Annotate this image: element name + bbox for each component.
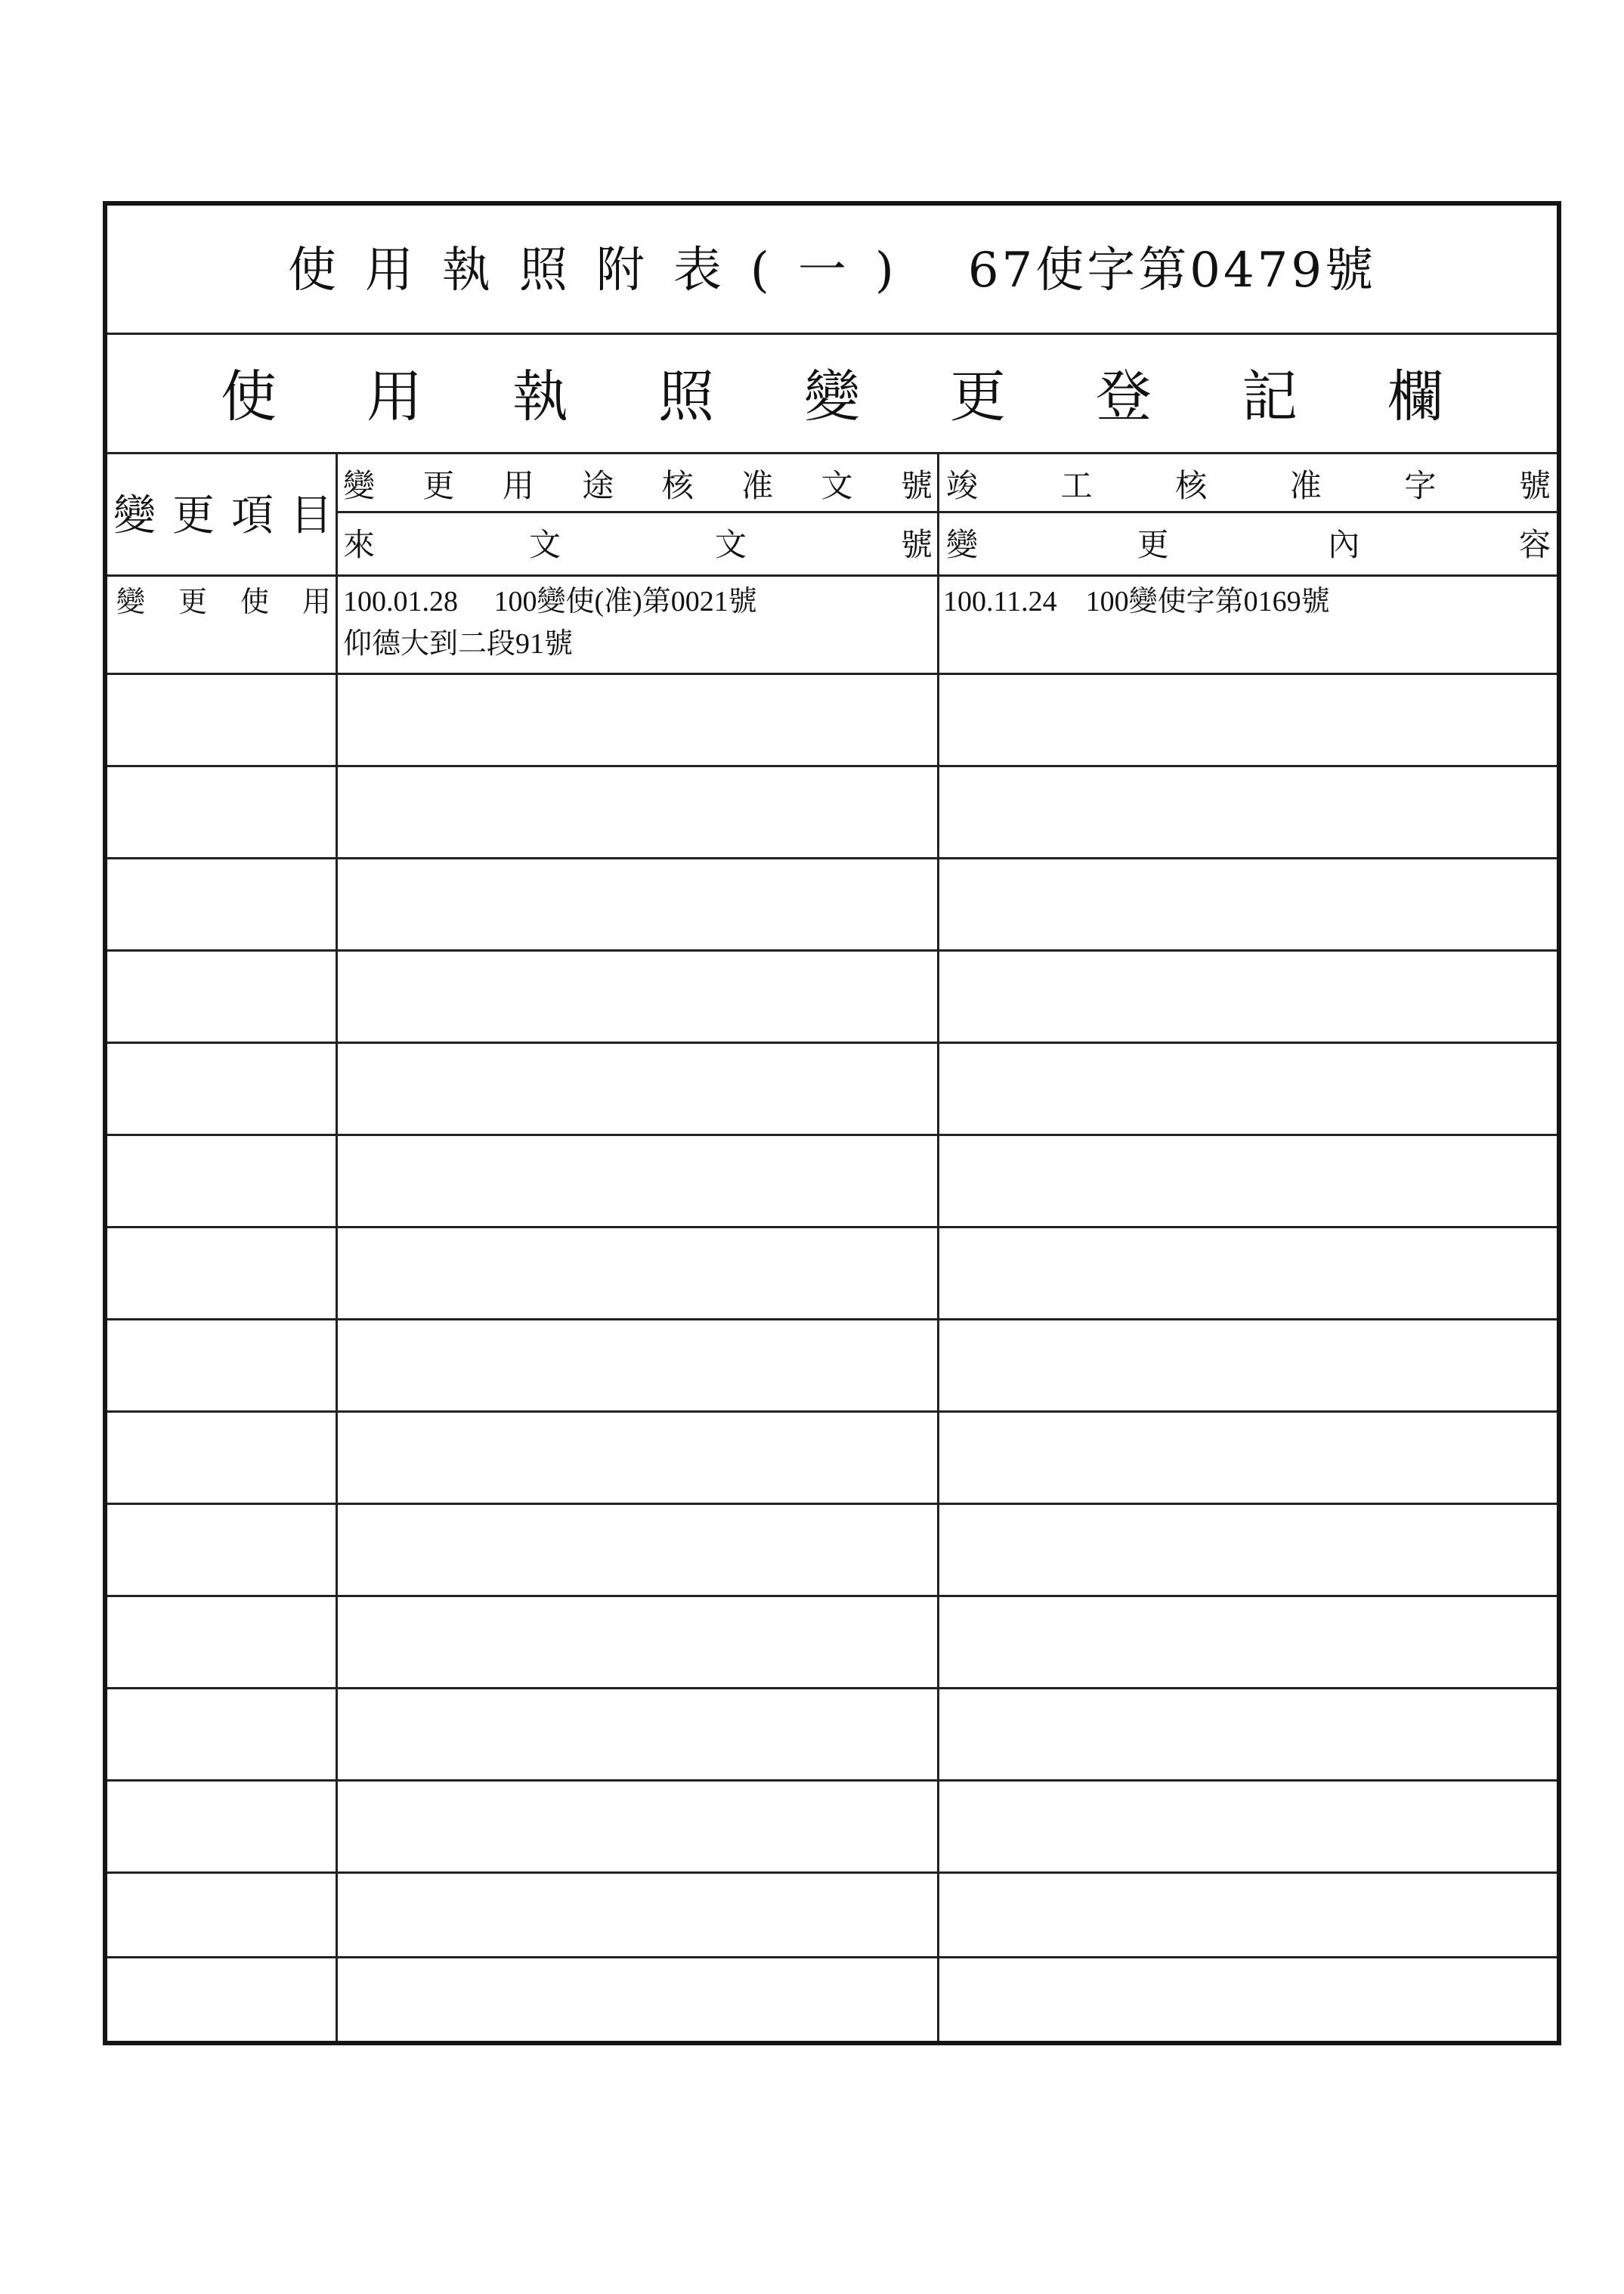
entry-completion: 100.11.24 100變使字第0169號 bbox=[943, 586, 1330, 618]
entry-char: 變 bbox=[116, 585, 146, 618]
header-change-item bbox=[113, 452, 333, 573]
header-char: 號 bbox=[900, 526, 933, 563]
entry-change-item bbox=[116, 580, 331, 623]
section-title-char: 使 bbox=[221, 364, 277, 429]
change-registration-form bbox=[103, 201, 1561, 2045]
entry-approval-line-2: 仰德大到二段91號 bbox=[343, 628, 574, 660]
form-title bbox=[107, 228, 1557, 304]
header-char: 核 bbox=[1175, 467, 1208, 504]
entry-char: 用 bbox=[302, 585, 331, 618]
section-title-char: 用 bbox=[367, 364, 422, 429]
row-line bbox=[107, 1410, 1557, 1413]
header-char: 核 bbox=[661, 467, 694, 504]
header-char: 目 bbox=[290, 491, 333, 540]
header-completion-number bbox=[946, 457, 1551, 511]
header-char: 更 bbox=[422, 467, 455, 504]
divider bbox=[107, 574, 1557, 577]
title-char: 用 bbox=[364, 243, 442, 299]
row-line bbox=[107, 1956, 1557, 1958]
row-line bbox=[107, 1687, 1557, 1689]
row-line bbox=[107, 765, 1557, 767]
title-char: 執 bbox=[441, 243, 519, 299]
row-line bbox=[107, 1871, 1557, 1874]
header-char: 途 bbox=[582, 467, 614, 504]
header-char: 更 bbox=[172, 491, 215, 540]
header-char: 准 bbox=[1289, 467, 1322, 504]
header-incoming-number bbox=[343, 515, 933, 570]
header-char: 變 bbox=[113, 491, 156, 540]
section-title-char: 欄 bbox=[1387, 364, 1443, 429]
header-char: 容 bbox=[1518, 526, 1551, 563]
entry-char: 使 bbox=[240, 585, 269, 618]
header-char: 工 bbox=[1060, 467, 1093, 504]
title-char: 使 bbox=[287, 243, 365, 299]
header-char: 內 bbox=[1328, 526, 1360, 563]
entry-approval-line-1: 100.01.28 100變使(准)第0021號 bbox=[343, 586, 757, 618]
row-line bbox=[107, 1779, 1557, 1782]
row-line bbox=[107, 1595, 1557, 1597]
header-char: 來 bbox=[343, 526, 376, 563]
title-char: 表 bbox=[673, 243, 750, 299]
row-line bbox=[107, 1503, 1557, 1505]
row-line bbox=[107, 1226, 1557, 1228]
row-line bbox=[107, 1134, 1557, 1136]
section-title-char: 更 bbox=[950, 364, 1006, 429]
row-line bbox=[107, 857, 1557, 859]
title-name bbox=[288, 231, 923, 301]
section-title-char: 登 bbox=[1096, 364, 1152, 429]
header-char: 號 bbox=[900, 467, 933, 504]
section-title bbox=[221, 343, 1443, 441]
column-line bbox=[937, 452, 939, 2041]
row-line bbox=[107, 1318, 1557, 1320]
section-title-char: 變 bbox=[804, 364, 860, 429]
divider bbox=[336, 511, 1557, 513]
header-char: 變 bbox=[343, 467, 376, 504]
header-char: 准 bbox=[741, 467, 774, 504]
header-char: 文 bbox=[714, 526, 747, 563]
row-line bbox=[107, 673, 1557, 675]
section-title-char: 記 bbox=[1242, 364, 1298, 429]
header-char: 字 bbox=[1404, 467, 1437, 504]
header-char: 號 bbox=[1518, 467, 1551, 504]
row-line bbox=[107, 1042, 1557, 1044]
title-char: 附 bbox=[595, 243, 673, 299]
license-number: 67使字第0479號 bbox=[967, 243, 1377, 299]
header-char: 竣 bbox=[946, 467, 979, 504]
title-char: 照 bbox=[518, 243, 596, 299]
column-line bbox=[336, 452, 338, 2041]
header-char: 變 bbox=[946, 526, 979, 563]
header-char: 更 bbox=[1137, 526, 1169, 563]
header-approval-number bbox=[343, 457, 933, 511]
title-char: (一) bbox=[750, 243, 923, 299]
header-change-content bbox=[946, 515, 1551, 570]
entry-char: 更 bbox=[178, 585, 207, 618]
row-line bbox=[107, 949, 1557, 952]
header-char: 用 bbox=[502, 467, 534, 504]
section-title-char: 執 bbox=[512, 364, 568, 429]
header-char: 項 bbox=[231, 491, 274, 540]
divider bbox=[107, 333, 1557, 335]
header-char: 文 bbox=[821, 467, 853, 504]
header-char: 文 bbox=[528, 526, 561, 563]
section-title-char: 照 bbox=[658, 364, 714, 429]
